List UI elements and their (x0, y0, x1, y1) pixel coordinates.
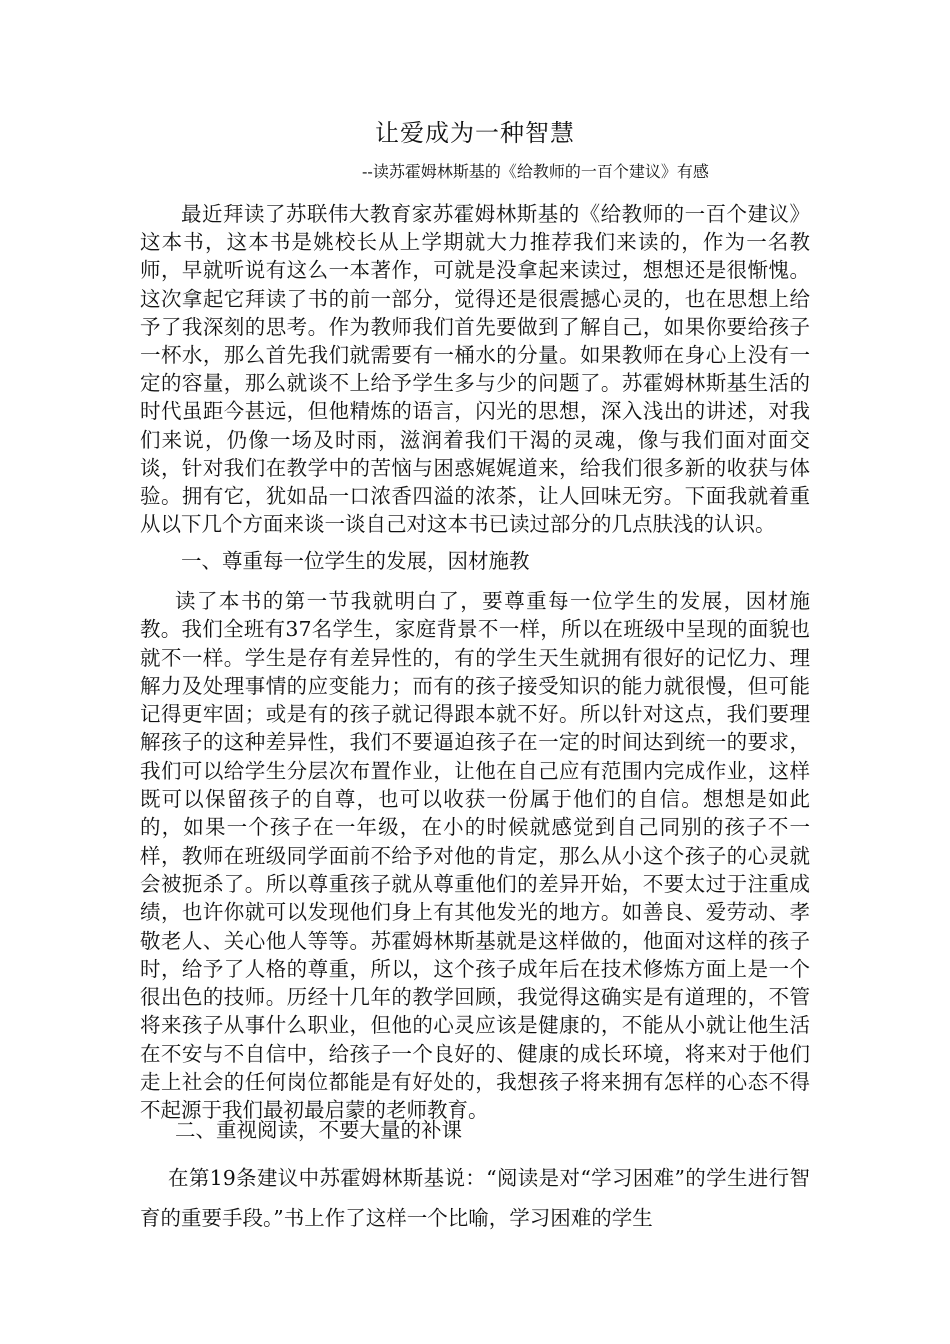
document-subtitle: --读苏霍姆林斯基的《给教师的一百个建议》有感 (362, 162, 709, 181)
intro-paragraph: 最近拜读了苏联伟大教育家苏霍姆林斯基的《给教师的一百个建议》这本书，这本书是姚校长从上学期就大力推荐我们来读的，作为一名教师，早就听说有这么一本著作，可就是没拿起来读过，想想还是很惭愧。这次拿起它拜读了书的前一部分，觉得还是很震撼心灵的，也在思想上给予了我深刻的思考。作为教师我们首先要做到了解自己，如果你要给孩子一杯水，那么首先我们就需要有一桶水的分量。如果教师在身心上没有一定的容量，那么就谈不上给予学生多与少的问题了。苏霍姆林斯基生活的时代虽距今甚远，但他精炼的语言，闪光的思想，深入浅出的讲述，对我们来说，仍像一场及时雨，滋润着我们干渴的灵魂，像与我们面对面交谈，针对我们在教学中的苦恼与困惑娓娓道来，给我们很多新的收获与体验。拥有它，犹如品一口浓香四溢的浓茶，让人回味无穷。下面我就着重从以下几个方面来谈一谈自己对这本书已读过部分的几点肤浅的认识。 (140, 202, 810, 537)
section-1-paragraph: 读了本书的第一节我就明白了，要尊重每一位学生的发展，因材施教。我们全班有37名学生，家庭背景不一样，所以在班级中呈现的面貌也就不一样。学生是存有差异性的，有的学生天生就拥有很好的记忆力、理解力及处理事情的应变能力；而有的孩子接受知识的能力就很慢，但可能记得更牢固；或是有的孩子就记得跟本就不好。所以针对这点，我们要理解孩子的这种差异性，我们不要逼迫孩子在一定的时间达到统一的要求，我们可以给学生分层次布置作业，让他在自己应有范围内完成作业，这样既可以保留孩子的自尊，也可以收获一份属于他们的自信。想想是如此的，如果一个孩子在一年级，在小的时候就感觉到自己同别的孩子不一样，教师在班级同学面前不给予对他的肯定，那么从小这个孩子的心灵就会被扼杀了。所以尊重孩子就从尊重他们的差异开始，不要太过于注重成绩，也许你就可以发现他们身上有其他发光的地方。如善良、爱劳动、孝敬老人、关心他人等等。苏霍姆林斯基就是这样做的，他面对这样的孩子时，给予了人格的尊重，所以，这个孩子成年后在技术修炼方面上是一个很出色的技师。历经十几年的教学回顾，我觉得这确实是有道理的，不管将来孩子从事什么职业，但他的心灵应该是健康的，不能从小就让他生活在不安与不自信中，给孩子一个良好的、健康的成长环境，将来对于他们走上社会的任何岗位都能是有好处的，我想孩子将来拥有怎样的心态不得不起源于我们最初最启蒙的老师教育。 (140, 589, 810, 1123)
section-heading-1: 一、尊重每一位学生的发展，因材施教 (181, 549, 530, 573)
section-heading-2: 二、重视阅读，不要大量的补课 (175, 1118, 462, 1142)
section-2-paragraph: 在第19条建议中苏霍姆林斯基说：“阅读是对“学习困难”的学生进行智育的重要手段。”书上作了这样一个比喻，学习困难的学生 (140, 1166, 810, 1230)
document-title: 让爱成为一种智慧 (375, 119, 575, 147)
